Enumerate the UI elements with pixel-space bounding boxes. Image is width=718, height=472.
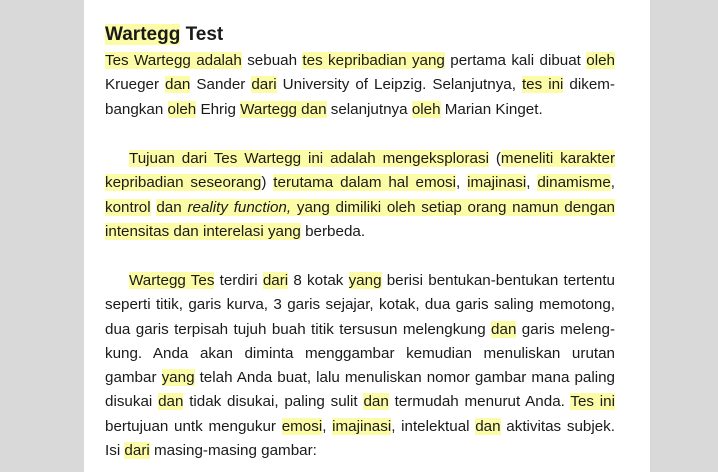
text-run: Sander (190, 76, 252, 94)
highlighted-text: imajinasi (332, 417, 392, 435)
text-run: Ehrig (196, 100, 241, 118)
highlighted-text: tes ini (521, 76, 564, 94)
highlighted-text: reality function, (187, 198, 292, 216)
text-run: ( (488, 150, 501, 167)
highlighted-text: kontrol (105, 198, 151, 216)
highlighted-text: oleh (167, 100, 197, 118)
highlighted-text: yang dimiliki oleh setiap orang namun dengan intensitas dan interelasi yang (105, 198, 615, 240)
text-run: , intelektual (391, 417, 476, 435)
text-run: Test (180, 24, 224, 45)
highlighted-text: terutama dalam hal emosi (273, 174, 457, 192)
text-run: tidak disukai, paling sulit (183, 393, 364, 411)
document-page (84, 0, 650, 472)
highlighted-text: tes kepribadian yang (302, 52, 445, 69)
text-run: 8 kotak (288, 272, 349, 289)
document-title (105, 22, 615, 48)
text-run: selanjutnya (326, 100, 412, 118)
highlighted-text: dan (156, 198, 188, 216)
highlighted-text: dari (251, 76, 277, 94)
text-run: University of Leipzig. Selanjutnya, (276, 76, 522, 94)
highlighted-text: dari (262, 272, 289, 289)
text-run: terdiri (214, 272, 263, 289)
text-run: bertujuan untk mengukur (105, 417, 282, 435)
highlighted-text: meneliti karakter kepribadian seseorang (105, 150, 616, 192)
text-run: sebuah (241, 52, 303, 69)
highlighted-text: dinamisme (537, 174, 611, 192)
highlighted-text: emosi (281, 417, 323, 435)
text-run: , (322, 417, 333, 435)
text-run: masing-masing gambar: (149, 442, 317, 460)
highlighted-text: Wartegg (105, 24, 181, 45)
text-run: pertama kali dibuat (444, 52, 587, 69)
highlighted-text: Tujuan dari Tes Wartegg ini adalah mengeksplorasi (129, 150, 489, 167)
text-run: , (610, 174, 616, 192)
highlighted-text: dan (491, 320, 517, 338)
text-run: berbeda. (300, 222, 366, 240)
highlighted-text: Wartegg dan (240, 100, 327, 118)
text-run: , (526, 174, 538, 192)
highlighted-text: Tes Wartegg adalah (105, 52, 242, 69)
paragraph-procedure (105, 269, 615, 463)
text-run: dikembangkan (105, 76, 615, 118)
text-run: Krueger (105, 76, 166, 94)
text-run: berisi bentukan-bentukan tertentu seperti titik, garis kurva, 3 garis sejajar, kotak, dua garis saling memotong, dua garis terpisah tujuh buah titik tersusun melengkung (105, 272, 616, 338)
text-run: ) (261, 174, 274, 192)
highlighted-text: dan (475, 417, 501, 435)
highlighted-text: oleh (586, 52, 615, 69)
paragraph-purpose (105, 147, 615, 244)
highlighted-text: Tes ini (570, 393, 615, 411)
highlighted-text: Wartegg Tes (129, 272, 215, 289)
text-run: Marian Kinget. (440, 100, 543, 118)
text-run: termudah menurut Anda. (388, 393, 571, 411)
paragraph-history (105, 49, 615, 122)
highlighted-text: dan (363, 393, 389, 411)
text-run: telah Anda buat, lalu menuliskan nomor gambar mana paling disukai (105, 369, 616, 411)
highlighted-text: dan (158, 393, 184, 411)
highlighted-text: yang (348, 272, 382, 289)
highlighted-text: imajinasi (467, 174, 527, 192)
text-run: garis melengkung. Anda akan diminta menggambar kemudian menuliskan urutan gambar (105, 320, 615, 387)
text-run: , (456, 174, 468, 192)
highlighted-text: oleh (411, 100, 441, 118)
highlighted-text: yang (161, 369, 195, 387)
highlighted-text: dan (165, 76, 191, 94)
highlighted-text: dari (124, 442, 150, 460)
text-run: aktivitas subjek. Isi (105, 417, 615, 460)
